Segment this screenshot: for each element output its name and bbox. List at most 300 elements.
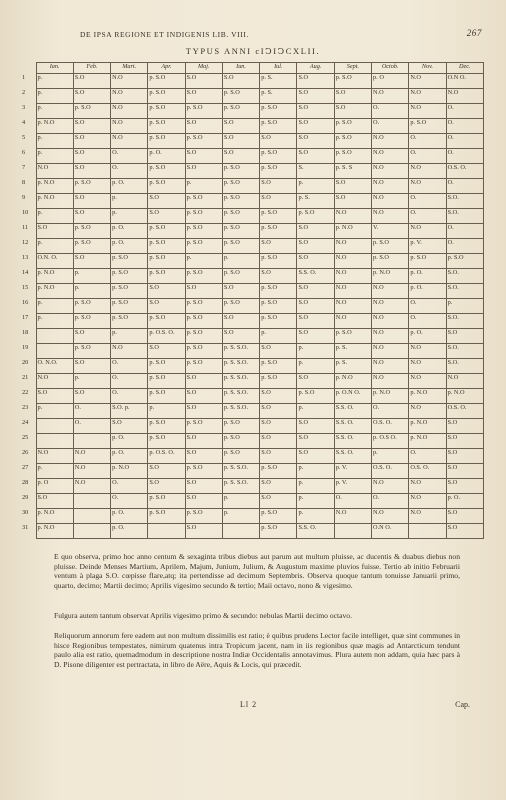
weather-cell: p. S.O (260, 464, 297, 479)
weather-cell: N.O (111, 74, 148, 89)
weather-cell: O. (372, 494, 409, 509)
weather-cell: S.O (446, 479, 483, 494)
weather-cell: S.O (297, 74, 334, 89)
weather-cell (73, 509, 110, 524)
weather-cell: p. (73, 269, 110, 284)
weather-cell: O. (446, 104, 483, 119)
weather-cell: S.O (260, 419, 297, 434)
weather-cell: p. O (36, 479, 73, 494)
weather-cell: S.S. O. (297, 524, 334, 539)
weather-cell: p. O.N O. (334, 389, 371, 404)
weather-cell: p. S.O (148, 269, 185, 284)
table-row (22, 74, 484, 89)
weather-cell: p. S. (334, 359, 371, 374)
weather-cell: p. S. S.O. (222, 464, 259, 479)
table-row (22, 329, 484, 344)
weather-cell: O. (111, 359, 148, 374)
weather-cell: N.O (73, 479, 110, 494)
weather-cell: S.O (185, 74, 222, 89)
weather-cell: p. S. (334, 344, 371, 359)
weather-cell: S.O (297, 449, 334, 464)
weather-cell: p. (36, 404, 73, 419)
table-row (22, 509, 484, 524)
weather-cell: p. (297, 479, 334, 494)
weather-cell: p. N.O (111, 464, 148, 479)
weather-cell: S.O (260, 344, 297, 359)
weather-cell: O. (446, 134, 483, 149)
weather-cell: N.O (372, 299, 409, 314)
weather-cell: S.S. O. (334, 404, 371, 419)
weather-cell: p. S.O (185, 299, 222, 314)
weather-cell: N.O (409, 89, 446, 104)
weather-cell: p. S.O (148, 374, 185, 389)
day-number: 2 (22, 88, 26, 96)
weather-cell: p. V. (334, 479, 371, 494)
weather-cell: p. O. (111, 524, 148, 539)
weather-cell: p. S.O (260, 209, 297, 224)
weather-cell: S.O (446, 434, 483, 449)
weather-cell: S.O (185, 374, 222, 389)
weather-cell: p. S. S.O. (222, 404, 259, 419)
weather-cell: p. S.O (73, 224, 110, 239)
month-header-2: Feb. (73, 63, 110, 74)
weather-cell: N.O (111, 134, 148, 149)
weather-cell: N.O (409, 509, 446, 524)
weather-cell (334, 524, 371, 539)
weather-cell (222, 524, 259, 539)
weather-cell: N.O (372, 314, 409, 329)
weather-cell: p. S.O (148, 314, 185, 329)
weather-cell: p. N.O (372, 389, 409, 404)
weather-cell: p. S.O (334, 329, 371, 344)
table-row (22, 104, 484, 119)
weather-cell: p. S.O (185, 344, 222, 359)
day-number: 28 (22, 478, 29, 486)
weather-cell: p. (148, 404, 185, 419)
weather-cell: S.O (297, 314, 334, 329)
weather-cell: N.O (409, 374, 446, 389)
table-row (22, 269, 484, 284)
weather-cell: O.N O. (446, 74, 483, 89)
weather-cell: p. S.O (222, 299, 259, 314)
weather-cell: p. O.S. O. (148, 329, 185, 344)
weather-cell: p. S.O (185, 134, 222, 149)
weather-cell: N.O (334, 299, 371, 314)
weather-cell: p. S.O (185, 419, 222, 434)
weather-cell: p. (36, 314, 73, 329)
table-row (22, 179, 484, 194)
weather-cell: S.O. (446, 284, 483, 299)
weather-cell: p. S.O (185, 509, 222, 524)
weather-cell: p. N.O (334, 224, 371, 239)
weather-cell: S.O (260, 239, 297, 254)
weather-cell: p. N.O (409, 434, 446, 449)
day-number: 1 (22, 73, 26, 81)
weather-cell: S.O (446, 464, 483, 479)
weather-cell: p. S.O (222, 194, 259, 209)
day-number: 26 (22, 448, 29, 456)
weather-cell: p. S.O (334, 119, 371, 134)
weather-cell: p. S.O (148, 134, 185, 149)
weather-cell: S. (297, 164, 334, 179)
weather-cell: p. S.O (148, 104, 185, 119)
weather-cell: p. S.O (185, 269, 222, 284)
weather-cell: p. S.O (185, 314, 222, 329)
weather-cell: O. (111, 389, 148, 404)
table-row (22, 254, 484, 269)
weather-cell: S.O (185, 494, 222, 509)
weather-cell: p. S. S.O. (222, 374, 259, 389)
day-number: 24 (22, 418, 29, 426)
weather-cell: O. (409, 449, 446, 464)
day-number: 23 (22, 403, 29, 411)
weather-cell: N.O (334, 254, 371, 269)
weather-cell: S.O (260, 494, 297, 509)
weather-cell: N.O (409, 179, 446, 194)
weather-cell: p. S.O (148, 89, 185, 104)
weather-cell: p. S.O (185, 359, 222, 374)
weather-cell: S.O (334, 179, 371, 194)
weather-cell: O. (409, 314, 446, 329)
weather-cell: S.S. O. (297, 269, 334, 284)
weather-cell: S.O (73, 119, 110, 134)
weather-cell: p. S.O (297, 389, 334, 404)
weather-cell: O. (409, 299, 446, 314)
weather-cell: p. S.O (148, 239, 185, 254)
weather-cell: p. O. (111, 224, 148, 239)
table-title: TYPUS ANNI cIↃIↃCXLII. (185, 46, 321, 56)
weather-cell: p. S.O (185, 104, 222, 119)
weather-cell: p. (111, 194, 148, 209)
weather-cell: p. O (372, 74, 409, 89)
weather-cell: S.O (185, 119, 222, 134)
weather-cell: O.N O. (372, 524, 409, 539)
weather-cell: p. N.O (372, 269, 409, 284)
weather-cell: p. S.O (148, 359, 185, 374)
weather-cell: S.O (73, 89, 110, 104)
weather-cell: N.O (73, 464, 110, 479)
weather-cell: N.O (372, 509, 409, 524)
day-number: 12 (22, 238, 29, 246)
weather-cell: p. S. (260, 89, 297, 104)
day-number: 25 (22, 433, 29, 441)
weather-cell: O. N.O. (36, 359, 73, 374)
weather-cell: p. (36, 74, 73, 89)
weather-cell: p. S.O (111, 284, 148, 299)
weather-cell: p. (297, 344, 334, 359)
weather-cell: O. (409, 194, 446, 209)
weather-cell: N.O (409, 344, 446, 359)
weather-cell: S.O. p. (111, 404, 148, 419)
weather-cell (73, 434, 110, 449)
weather-cell: p. (36, 209, 73, 224)
weather-cell: p. O.S. O. (148, 449, 185, 464)
weather-cell: p. S. S.O. (222, 344, 259, 359)
weather-cell: p. S.O (148, 254, 185, 269)
weather-cell: p. (297, 179, 334, 194)
weather-cell: p. N.O (36, 509, 73, 524)
weather-cell: S.O (222, 329, 259, 344)
weather-cell: O. (446, 239, 483, 254)
weather-cell: p. N.O (36, 284, 73, 299)
weather-cell: p. (372, 449, 409, 464)
weather-cell: S.O (297, 419, 334, 434)
weather-cell: p. S.O (297, 209, 334, 224)
weather-cell: S.O (297, 134, 334, 149)
weather-cell: N.O (409, 224, 446, 239)
signature-mark: Ll 2 (240, 700, 258, 709)
weather-cell: p. (297, 359, 334, 374)
weather-cell: p. N.O (409, 389, 446, 404)
day-number: 6 (22, 148, 26, 156)
weather-cell: S.O (446, 449, 483, 464)
table-row (22, 344, 484, 359)
weather-cell: S.O (222, 149, 259, 164)
weather-cell: p. S. (297, 194, 334, 209)
month-header-1: Ian. (36, 63, 73, 74)
weather-cell: p. O. (111, 179, 148, 194)
weather-cell: p. S.O (222, 269, 259, 284)
weather-cell: p. S.O (185, 464, 222, 479)
weather-cell: p. S.O (222, 449, 259, 464)
weather-cell: p. (111, 209, 148, 224)
weather-cell: S.O (446, 419, 483, 434)
weather-cell: S.O (73, 254, 110, 269)
weather-cell: p. O. (409, 329, 446, 344)
weather-cell: N.O (36, 374, 73, 389)
weather-cell: O. (73, 419, 110, 434)
weather-cell: N.O (409, 74, 446, 89)
weather-cell (409, 524, 446, 539)
table-row (22, 299, 484, 314)
weather-cell: S.O (148, 284, 185, 299)
weather-cell: S.O (260, 449, 297, 464)
weather-cell: S.O (297, 254, 334, 269)
weather-cell: S.O (297, 119, 334, 134)
weather-cell: p. S. S.O. (222, 389, 259, 404)
month-header-10: Octob. (372, 63, 409, 74)
weather-cell: N.O (409, 359, 446, 374)
weather-cell: p. (185, 254, 222, 269)
weather-cell: S.O (148, 194, 185, 209)
month-header-3: Mart. (111, 63, 148, 74)
weather-cell: p. S.O (260, 359, 297, 374)
weather-cell: S.O (36, 224, 73, 239)
weather-cell: N.O (334, 269, 371, 284)
weather-cell: S.O (260, 479, 297, 494)
weather-cell: O.S. O. (372, 464, 409, 479)
month-header-row (22, 63, 484, 74)
weather-cell: p. (36, 149, 73, 164)
weather-cell: N.O (372, 134, 409, 149)
weather-cell: p. O. (409, 269, 446, 284)
weather-cell: S.O (297, 239, 334, 254)
day-number: 30 (22, 508, 29, 516)
weather-cell: N.O (409, 494, 446, 509)
table-row (22, 314, 484, 329)
weather-cell: p. (297, 404, 334, 419)
weather-cell: p. S.O (148, 119, 185, 134)
weather-cell: S.O (36, 389, 73, 404)
weather-cell: p. S.O (446, 254, 483, 269)
weather-cell: O. (446, 119, 483, 134)
weather-cell: p. (222, 254, 259, 269)
weather-cell: p. S.O (334, 74, 371, 89)
weather-cell: S.O (185, 284, 222, 299)
weather-cell: S.O (185, 404, 222, 419)
weather-cell: p. S.O (185, 209, 222, 224)
weather-cell: N.O (73, 449, 110, 464)
day-number-header (22, 63, 36, 74)
weather-cell: O. (111, 164, 148, 179)
weather-cell: S.O (148, 464, 185, 479)
day-number: 11 (22, 223, 29, 231)
weather-cell: S.O (297, 329, 334, 344)
weather-cell: p. S.O (73, 104, 110, 119)
weather-cell: N.O (372, 209, 409, 224)
day-number: 8 (22, 178, 26, 186)
weather-cell: p. N.O (36, 179, 73, 194)
weather-cell: p. S.O (111, 254, 148, 269)
weather-cell: N.O (372, 344, 409, 359)
weather-cell: O.N. O. (36, 254, 73, 269)
weather-cell: N.O (111, 89, 148, 104)
weather-cell: N.O (372, 179, 409, 194)
weather-cell: S.O (297, 224, 334, 239)
weather-cell: S.O. (446, 314, 483, 329)
weather-cell: O. (111, 479, 148, 494)
weather-cell: p. O. (111, 434, 148, 449)
weather-cell: p. S.O (185, 239, 222, 254)
day-number: 22 (22, 388, 29, 396)
day-number: 21 (22, 373, 29, 381)
weather-cell: S.O (260, 134, 297, 149)
weather-cell: N.O (372, 149, 409, 164)
weather-cell: S.O (36, 494, 73, 509)
weather-cell: S.O (260, 194, 297, 209)
weather-cell: N.O (372, 164, 409, 179)
day-number: 15 (22, 283, 29, 291)
day-number: 4 (22, 118, 26, 126)
weather-cell: p. S.O (260, 299, 297, 314)
weather-cell: S.O (185, 389, 222, 404)
weather-cell: p. S.O (185, 329, 222, 344)
weather-cell: S.O (222, 119, 259, 134)
day-number: 17 (22, 313, 29, 321)
weather-cell: p. (297, 494, 334, 509)
weather-cell: S.O (73, 149, 110, 164)
weather-cell: S.O (260, 179, 297, 194)
weather-cell: p. S.O (260, 509, 297, 524)
weather-cell: p. S.O (334, 149, 371, 164)
running-title: DE IPSA REGIONE ET INDIGENIS LIB. VIII. (80, 30, 249, 39)
weather-cell: S.O (73, 329, 110, 344)
weather-cell: S.O (297, 284, 334, 299)
weather-cell: S.O. (446, 344, 483, 359)
month-header-7: Iul. (260, 63, 297, 74)
weather-cell: N.O (409, 164, 446, 179)
weather-cell: O. (409, 149, 446, 164)
page-number: 267 (466, 28, 482, 38)
weather-cell: N.O (334, 509, 371, 524)
weather-cell: O.S. O. (409, 464, 446, 479)
day-number: 19 (22, 343, 29, 351)
weather-cell: p. S.O (260, 524, 297, 539)
weather-cell: S.O (222, 284, 259, 299)
weather-cell: p. S.O (73, 179, 110, 194)
weather-cell: p. S.O (148, 164, 185, 179)
weather-cell: V. (372, 224, 409, 239)
weather-cell: O. (111, 494, 148, 509)
weather-cell: O. (111, 149, 148, 164)
weather-cell: p. S.O (222, 164, 259, 179)
weather-cell: N.O (372, 89, 409, 104)
weather-cell: p. O.S O. (372, 434, 409, 449)
weather-cell: p. O. (409, 284, 446, 299)
day-number: 29 (22, 493, 29, 501)
day-number: 13 (22, 253, 29, 261)
day-number: 3 (22, 103, 26, 111)
weather-cell: p. S.O (148, 494, 185, 509)
weather-cell: N.O (111, 104, 148, 119)
weather-cell: S.O (73, 389, 110, 404)
table-row (22, 209, 484, 224)
weather-cell: p. S.O (372, 239, 409, 254)
weather-cell: S.O (185, 149, 222, 164)
weather-cell: p. (36, 134, 73, 149)
month-header-4: Apr. (148, 63, 185, 74)
month-header-8: Aug. (297, 63, 334, 74)
page-header (60, 30, 486, 42)
weather-cell: p. S. S.O. (222, 359, 259, 374)
weather-cell: p. S.O (73, 314, 110, 329)
weather-cell: S.O (334, 194, 371, 209)
weather-cell: p. S.O (260, 284, 297, 299)
weather-cell: p. S.O (148, 434, 185, 449)
weather-cell: N.O (409, 404, 446, 419)
catchword: Cap. (455, 700, 470, 709)
calendar-body (22, 74, 484, 539)
weather-cell: S.O (73, 74, 110, 89)
table-row (22, 374, 484, 389)
weather-cell: O.S. O. (446, 404, 483, 419)
weather-cell: p. S.O (222, 179, 259, 194)
weather-cell: N.O (372, 479, 409, 494)
table-row (22, 149, 484, 164)
weather-cell: p. (222, 509, 259, 524)
weather-cell: p. S.O (260, 374, 297, 389)
weather-cell: p. S.O (148, 419, 185, 434)
weather-cell: S.O (73, 194, 110, 209)
weather-cell: N.O (446, 374, 483, 389)
weather-cell: p. S.O (148, 509, 185, 524)
weather-cell: p. S. (260, 74, 297, 89)
weather-cell: S.O (446, 509, 483, 524)
weather-cell: S.O (334, 104, 371, 119)
table-row (22, 449, 484, 464)
weather-cell: S.O (297, 374, 334, 389)
weather-cell: S.O (222, 134, 259, 149)
weather-cell: S.O (334, 89, 371, 104)
table-row (22, 419, 484, 434)
weather-cell (36, 329, 73, 344)
weather-cell: O.S. O. (372, 419, 409, 434)
weather-cell: S.O (446, 524, 483, 539)
table-row (22, 194, 484, 209)
commentary-paragraph-2: Fulgura autem tantum observat Aprilis vigesimo primo & secundo: nebulas Martii decimo octavo. (54, 611, 352, 620)
weather-cell: N.O (372, 359, 409, 374)
weather-cell: p. S.O (73, 239, 110, 254)
